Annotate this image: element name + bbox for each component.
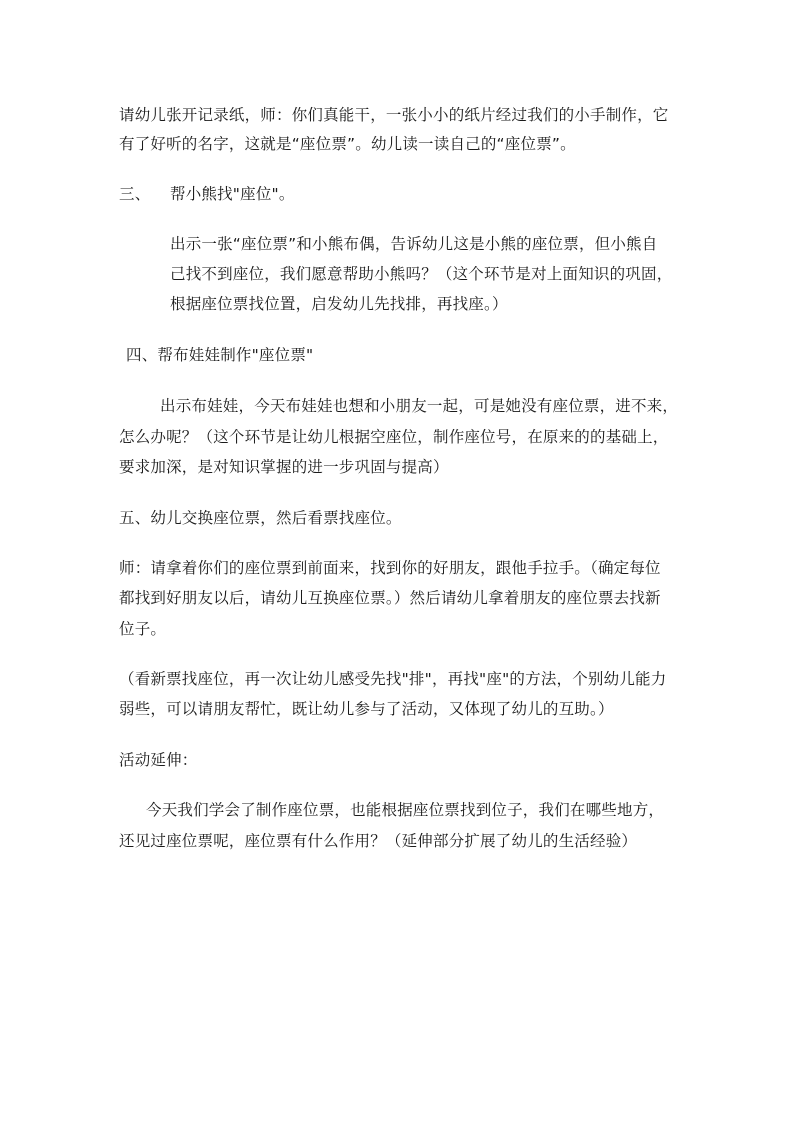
section5-title: 五、幼儿交换座位票，然后看票找座位。 bbox=[119, 509, 402, 527]
para4-line1: 出示布娃娃，今天布娃娃也想和小朋友一起，可是她没有座位票，进不来， bbox=[160, 397, 679, 415]
para5-line2: 都找到好朋友以后，请幼儿互换座位票。）然后请幼儿拿着朋友的座位票去找新 bbox=[119, 589, 661, 607]
para5-line1: 师：请拿着你们的座位票到前面来，找到你的好朋友，跟他手拉手。（确定每位 bbox=[119, 559, 661, 577]
para1-line2: 有了好听的名字，这就是“座位票”。幼儿读一读自己的“座位票”。 bbox=[119, 135, 576, 153]
extension-title: 活动延伸： bbox=[119, 751, 198, 769]
para6-line1: （看新票找座位，再一次让幼儿感受先找"排"，再找"座"的方法，个别幼儿能力 bbox=[119, 670, 667, 688]
para3-line2: 己找不到座位，我们愿意帮助小熊吗？（这个环节是对上面知识的巩固， bbox=[170, 265, 673, 283]
para4-line3: 要求加深，是对知识掌握的进一步巩固与提高） bbox=[119, 458, 449, 476]
para3-line3: 根据座位票找位置，启发幼儿先找排，再找座。） bbox=[170, 295, 508, 313]
section3-title: 帮小熊找"座位"。 bbox=[170, 185, 295, 203]
para7-line2: 还见过座位票呢，座位票有什么作用？（延伸部分扩展了幼儿的生活经验） bbox=[119, 832, 638, 850]
section3-number: 三、 bbox=[119, 185, 151, 203]
para5-line3: 位子。 bbox=[119, 620, 167, 638]
para1-line1: 请幼儿张开记录纸，师：你们真能干，一张小小的纸片经过我们的小手制作，它 bbox=[119, 106, 669, 124]
para3-line1: 出示一张“座位票”和小熊布偶，告诉幼儿这是小熊的座位票，但小熊自 bbox=[170, 235, 658, 253]
para4-line2: 怎么办呢？（这个环节是让幼儿根据空座位，制作座位号，在原来的的基础上， bbox=[119, 428, 669, 446]
para7-line1: 今天我们学会了制作座位票，也能根据座位票找到位子，我们在哪些地方， bbox=[146, 801, 665, 819]
section4-title: 四、帮布娃娃制作"座位票" bbox=[126, 346, 314, 364]
para6-line2: 弱些，可以请朋友帮忙，既让幼儿参与了活动，又体现了幼儿的互助。） bbox=[119, 700, 614, 718]
